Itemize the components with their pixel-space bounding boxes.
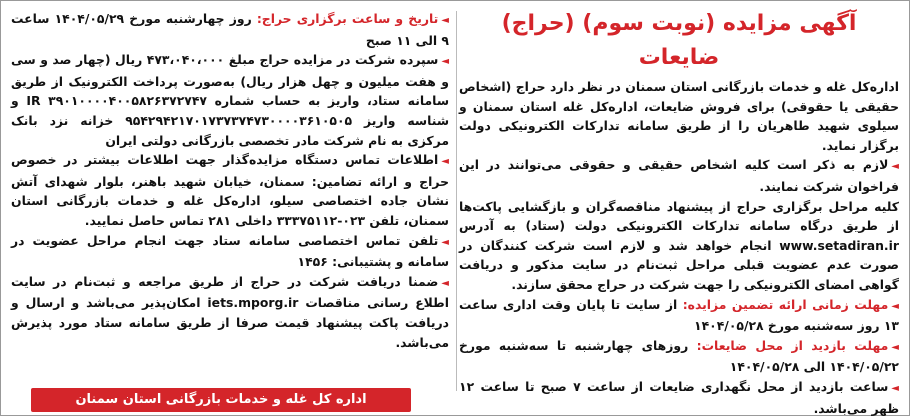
bullet-icon: ◄ (441, 236, 449, 248)
bullet-icon: ◄ (891, 341, 899, 353)
support-paragraph (11, 231, 449, 272)
contact-paragraph (11, 150, 449, 230)
datetime-paragraph (11, 9, 449, 50)
left-column (11, 9, 449, 352)
right-column (459, 7, 899, 418)
visit-text: روزهای چهارشنبه تا سه‌شنبه مورخ ۱۴۰۴/۰۵/۲۲ الی ۱۴۰۴/۰۵/۲۸ (459, 337, 899, 375)
bullet-icon: ◄ (441, 277, 449, 289)
process-paragraph (459, 197, 899, 295)
visit-hours-paragraph (459, 377, 899, 418)
process-text-b: انجام خواهد شد و لازم است شرکت کنندگان در صورت عدم عضویت قبلی مراحل ثبت‌نام در سایت مذکور و دریافت گواهی امضای الکترونیکی را جهت شرکت در حراج محقق سازند. (459, 237, 899, 292)
bullet-icon: ◄ (441, 56, 450, 68)
support-text: تلفن تماس اختصاصی سامانه ستاد جهت انجام مراحل عضویت در سامانه و پشتیبانی: ۱۴۵۶ (11, 232, 449, 270)
also-text-b: امکان‌پذیر می‌باشد و ارسال و دریافت پاکت پیشنهاد قیمت صرفا از طریق سامانه ستاد مورد پذیرش می‌باشد. (11, 295, 449, 350)
bullet-icon: ◄ (891, 161, 899, 173)
datetime-label: تاریخ و ساعت برگزاری حراج: (256, 11, 439, 26)
bullet-icon: ◄ (891, 382, 899, 394)
process-text-a: کلیه مراحل برگزاری حراج از پیشنهاد مناقصه‌گران و بازگشایی پاکت‌ها از طریق درگاه سامانه تدارکات الکترونیکی دولت (ستاد) به آدرس (459, 198, 899, 234)
visit-hours-text: ساعت بازدید از محل نگهداری ضایعات از ساعت ۷ صبح تا ساعت ۱۲ ظهر می‌باشد. (459, 378, 899, 416)
also-paragraph (11, 272, 449, 352)
also-text-a: ضمنا دریافت شرکت در حراج از طریق مراجعه و ثبت‌نام در سایت اطلاع رسانی مناقصات (11, 273, 449, 311)
contact-text: اطلاعات تماس دستگاه مزایده‌گذار جهت اطلاعات بیشتر در خصوص حراج و ارائه تضامین: سمنان، خیابان شهید باهنر، بلوار شهدای آتش نشان جاده اختصاصی سیلو، اداره‌کل غله و خدمات بازرگانی استان سمنان، تلفن ۰۲۳-۳۳۳۷۵۱۱۲ داخلی ۲۸۱ تماس حاصل نمایید. (11, 152, 449, 228)
deposit-paragraph (11, 50, 449, 150)
deposit-text: سپرده شرکت در مزایده حراج مبلغ ۴۷۳،۰۴۰،۰۰۰ ریال (چهار صد و سی و هفت میلیون و چهل هزار ریال) به‌صورت پرداخت الکترونیک از طریق سامانه ستاد، واریز به حساب شماره IR ۳۹۰۱۰۰۰۰۴۰۰۵۸۲۶۳۷۲۷۴۷ و شناسه واریز ۹۵۴۲۹۴۲۱۷۰۱۷۳۷۳۷۴۷۳۰۰۰۰۳۶۱۰۵۰۵ خزانه نزد بانک مرکزی به نام شرکت مادر تخصصی بازرگانی دولتی ایران (11, 52, 450, 148)
bullet-icon: ◄ (441, 156, 449, 168)
visit-paragraph (459, 336, 899, 377)
guarantee-text: از سایت تا پایان وقت اداری ساعت ۱۳ روز سه‌شنبه مورخ ۱۴۰۴/۰۵/۲۸ (459, 296, 899, 334)
column-divider (456, 11, 457, 391)
note-text: لازم به ذکر است کلیه اشخاص حقیقی و حقوقی می‌توانند در این فراخوان شرکت نمایند. (459, 157, 899, 194)
iets-website-link[interactable]: iets.mporg.ir (207, 295, 299, 311)
bullet-icon: ◄ (891, 300, 899, 312)
visit-label: مهلت بازدید از محل ضایعات: (696, 337, 889, 353)
notice-title: آگهی مزایده (نوبت سوم) (حراج) ضایعات (501, 11, 857, 70)
guarantee-label: مهلت زمانی ارائه تضمین مزایده: (682, 296, 889, 312)
datetime-text: روز چهارشنبه مورخ ۱۴۰۴/۰۵/۲۹ ساعت ۹ الی ۱۱ صبح (11, 11, 449, 48)
guarantee-paragraph (459, 295, 899, 336)
footer-banner: اداره کل غله و خدمات بازرگانی استان سمنان (31, 388, 411, 412)
intro-paragraph: اداره‌کل غله و خدمات بازرگانی استان سمنان در نظر دارد حراج (اشخاص حقیقی یا حقوقی) برای فروش ضایعات، اداره‌کل غله استان سمنان و سیلوی شهید طاهریان را از طریق سامانه تدارکات الکترونیکی دولت برگزار نماید. (459, 79, 899, 153)
note-paragraph (459, 155, 899, 196)
setad-website-link[interactable]: www.setadiran.ir (779, 237, 899, 253)
bullet-icon: ◄ (441, 15, 449, 26)
